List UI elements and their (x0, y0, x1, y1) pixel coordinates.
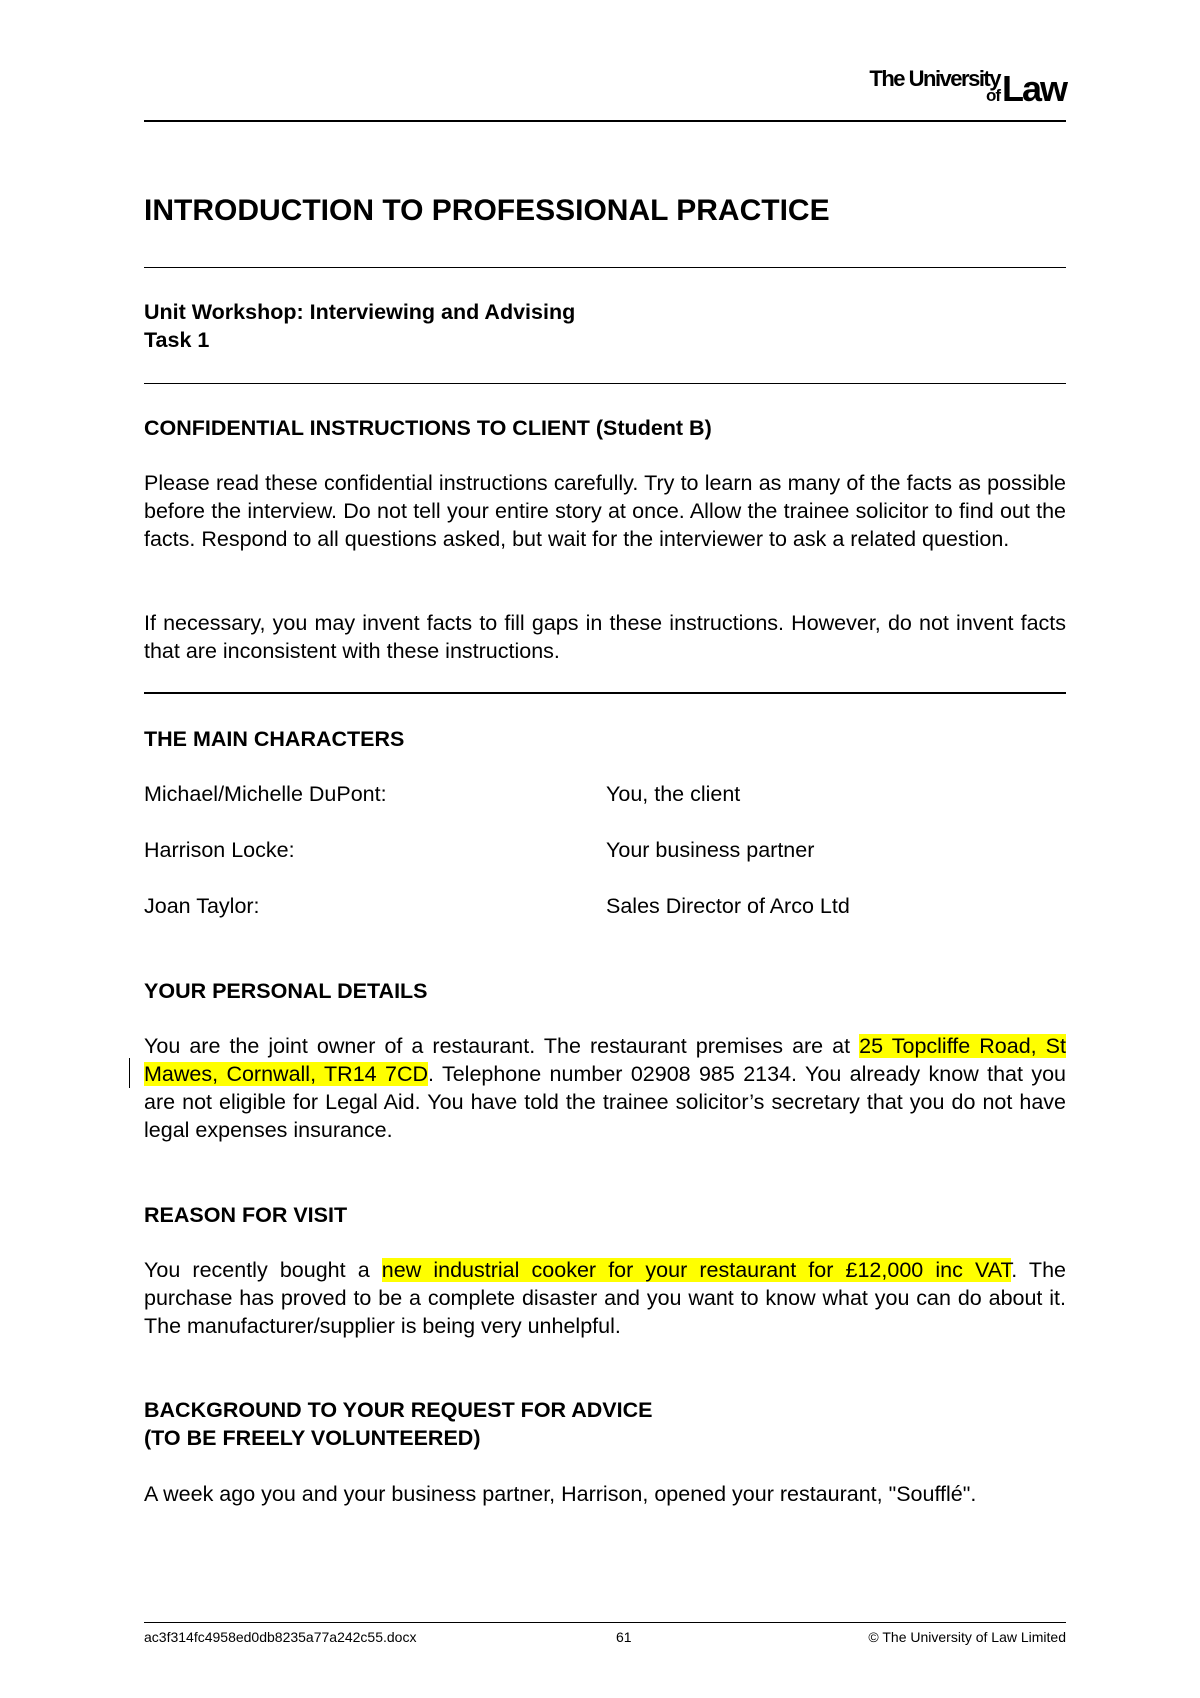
character-name: Michael/Michelle DuPont: (144, 782, 387, 806)
instructions-paragraph-2: If necessary, you may invent facts to fill gaps in these instructions. However, do not invent facts that are inconsistent with these instructions. (144, 611, 1066, 663)
background-subheading: (TO BE FREELY VOLUNTEERED) (144, 1426, 481, 1450)
footer-page-number: 61 (616, 1629, 632, 1645)
document-title: INTRODUCTION TO PROFESSIONAL PRACTICE (144, 194, 830, 227)
text-cursor (129, 1058, 130, 1088)
footer-copyright: © The University of Law Limited (868, 1629, 1066, 1645)
reason-text-1: You recently bought a (144, 1258, 382, 1282)
instructions-paragraph-1: Please read these confidential instructions carefully. Try to learn as many of the facts as possible before the interview. Do not tell your entire story at once. Allow the trainee solicitor to find out the facts. Respond to all questions asked, but wait for the interviewer to ask a related question. (144, 471, 1066, 551)
instructions-heading: CONFIDENTIAL INSTRUCTIONS TO CLIENT (Student B) (144, 416, 712, 440)
background-heading: BACKGROUND TO YOUR REQUEST FOR ADVICE (144, 1398, 653, 1422)
task-label: Task 1 (144, 328, 210, 352)
header-rule (144, 120, 1066, 122)
character-role: Sales Director of Arco Ltd (606, 894, 850, 918)
section-rule (144, 692, 1066, 694)
logo-line-1: The University (869, 66, 1000, 91)
character-role: You, the client (606, 782, 741, 806)
logo-line-3: Law (1001, 68, 1066, 109)
personal-details-text-2: . Telephone number 02908 985 2134. You already know that you are not eligible for Legal Aid. You have told the trainee solicitor’s secretary that you do not have legal expenses insurance. (144, 1062, 1066, 1142)
footer-filename: ac3f314fc4958ed0db8235a77a242c55.docx (144, 1629, 417, 1645)
character-role: Your business partner (606, 838, 815, 862)
logo-line-2: of (985, 86, 1000, 105)
reason-paragraph (144, 1256, 1066, 1340)
purchase-highlight: new industrial cooker for your restaurant for £12,000 inc VAT (381, 1258, 1012, 1282)
reason-heading: REASON FOR VISIT (144, 1203, 348, 1227)
footer-rule (144, 1622, 1066, 1623)
personal-details-paragraph (144, 1032, 1066, 1144)
personal-details-text-1: You are the joint owner of a restaurant. The restaurant premises are at (144, 1034, 860, 1058)
characters-heading: THE MAIN CHARACTERS (144, 727, 405, 751)
unit-workshop-title: Unit Workshop: Interviewing and Advising (144, 300, 576, 324)
character-name: Harrison Locke: (144, 838, 295, 862)
university-logo (846, 64, 1066, 110)
personal-details-heading: YOUR PERSONAL DETAILS (144, 979, 428, 1003)
address-highlight: 25 Topcliffe Road, St Mawes, Cornwall, TR14 7CD (144, 1034, 1066, 1086)
background-paragraph: A week ago you and your business partner, Harrison, opened your restaurant, "Soufflé". (144, 1482, 977, 1506)
character-name: Joan Taylor: (144, 894, 260, 918)
reason-text-2: . The purchase has proved to be a complete disaster and you want to know what you can do about it. The manufacturer/supplier is being very unhelpful. (144, 1258, 1066, 1338)
title-rule (144, 267, 1066, 268)
unit-rule (144, 383, 1066, 384)
